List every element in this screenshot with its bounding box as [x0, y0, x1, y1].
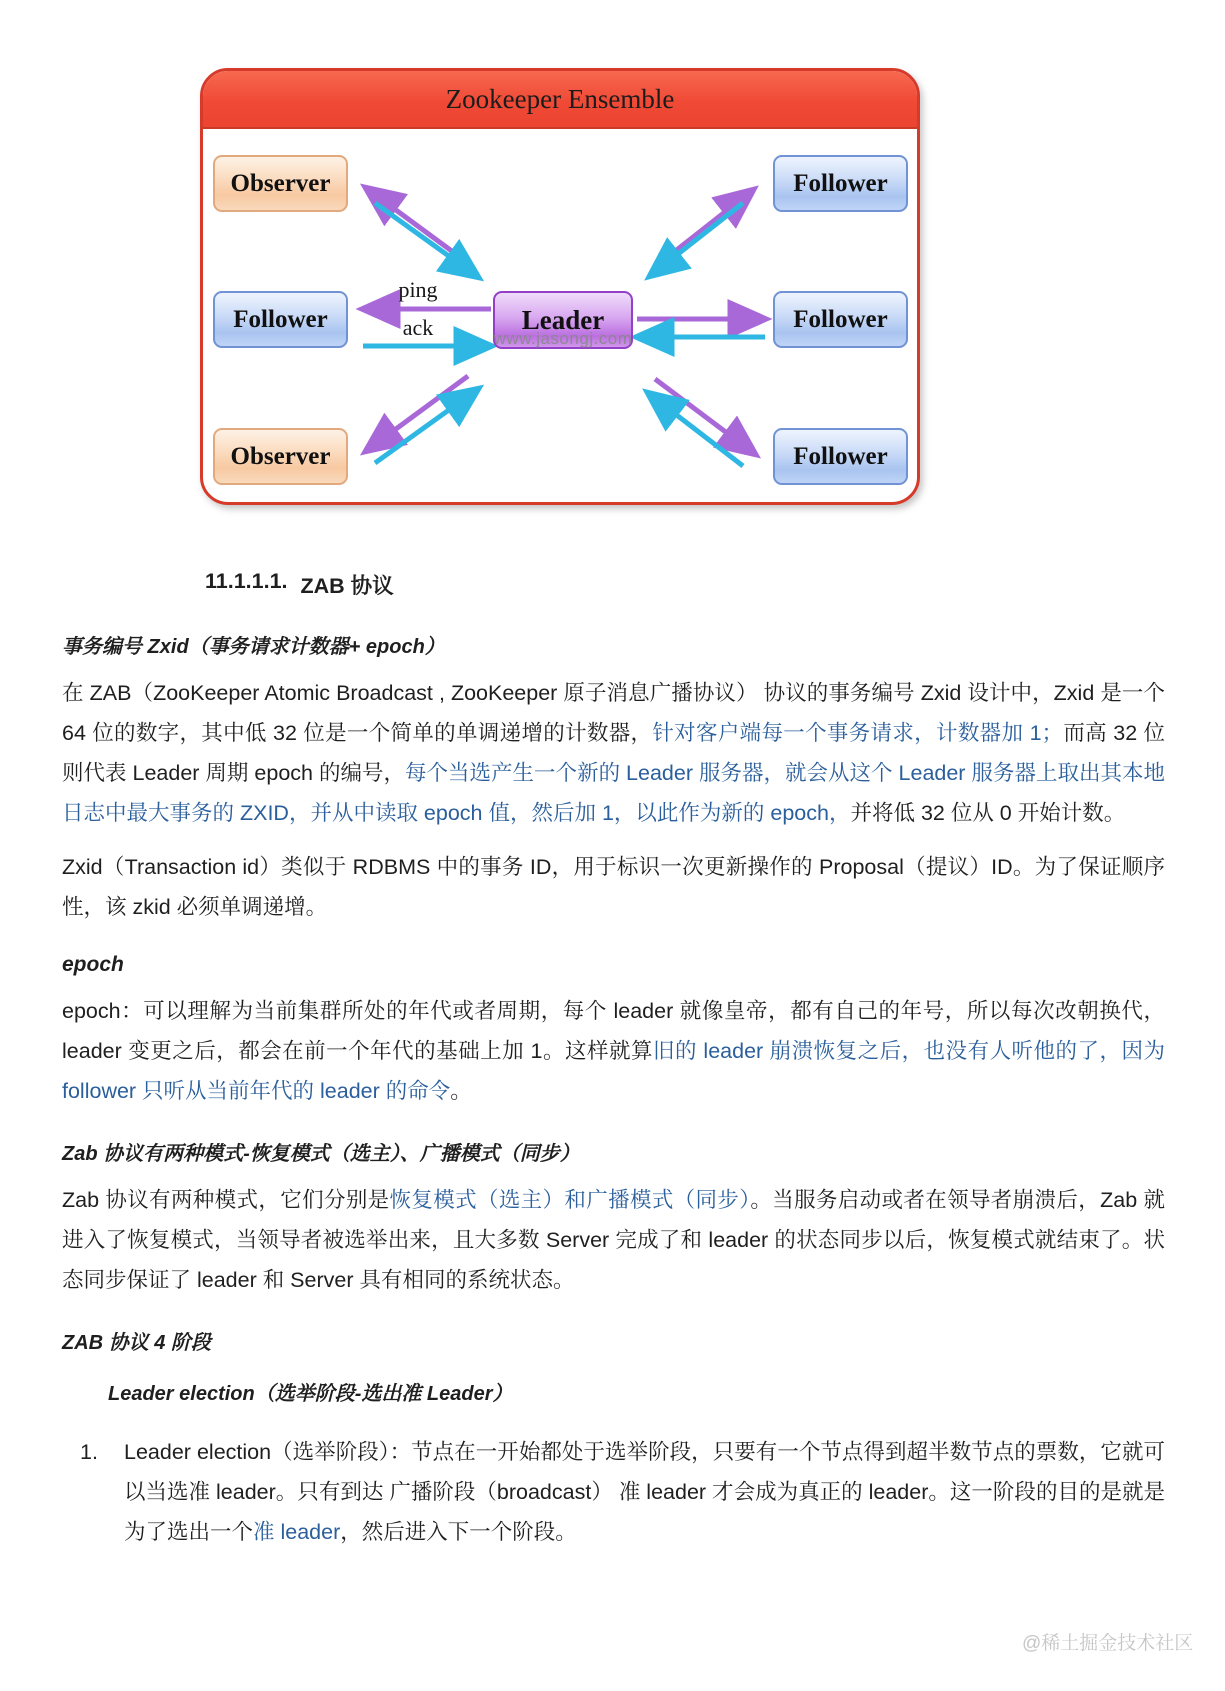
subheading-leader-election: Leader election（选举阶段-选出准 Leader） [108, 1383, 513, 1405]
node-follower-mid-left: Follower [213, 291, 348, 348]
paragraph-zab-modes [62, 1180, 1165, 1300]
paragraph-epoch [62, 991, 1165, 1111]
section-heading-text: ZAB 协议 [300, 574, 394, 598]
highlighted-text-run: 针对客户端每一个事务请求，计数器加 1； [652, 721, 1064, 745]
arrow-observer-tl-to-leader [375, 203, 478, 277]
text-run: ，然后进入下一个阶段。 [340, 1520, 577, 1544]
arrow-leader-to-observer-bl [366, 376, 468, 451]
ack-label: ack [402, 315, 434, 340]
diagram-title-bar [203, 71, 917, 129]
text-run: Zxid（Transaction id）类似于 RDBMS 中的事务 ID，用于标识一次更新操作的 Proposal（提议）ID。为了保证顺序性，该 zkid 必须单调递增。 [62, 855, 1165, 919]
paragraph-zxid-transaction-id [62, 847, 1165, 927]
page-watermark: @稀土掘金技术社区 [1022, 1633, 1194, 1654]
text-run: Leader election（选举阶段）：节点在一开始都处于选举阶段，只要有一个节点得到超半数节点的票数，它就可以当选准 leader。只有到达 广播阶段（broadcast） 准 leader 才会成为真正的 leader。这一阶段的目的是就是为了选出一个 [124, 1440, 1165, 1544]
zookeeper-ensemble-diagram [200, 68, 920, 505]
subheading-epoch: epoch [62, 953, 124, 976]
subheading-zab-phases: ZAB 协议 4 阶段 [62, 1332, 211, 1354]
arrow-leader-to-follower-br [655, 379, 755, 454]
highlighted-text-run: 准 leader [253, 1520, 341, 1544]
list-item-text [124, 1432, 1165, 1552]
node-observer-top-left: Observer [213, 155, 348, 212]
diagram-title: Zookeeper Ensemble [445, 83, 675, 114]
text-run: Zab 协议有两种模式，它们分别是 [62, 1188, 390, 1212]
document-body [62, 569, 1165, 1552]
arrow-follower-br-to-leader [648, 393, 743, 466]
subheading-zab-modes: Zab 协议有两种模式-恢复模式（选主）、广播模式（同步） [62, 1143, 580, 1165]
paragraph-zxid-design [62, 673, 1165, 833]
node-leader: Leader [493, 291, 633, 349]
section-heading [205, 569, 1165, 600]
subheading-zxid: 事务编号 Zxid（事务请求计数器+ epoch） [62, 636, 445, 658]
arrow-observer-bl-to-leader [375, 389, 478, 463]
node-observer-bottom-left: Observer [213, 428, 348, 485]
list-item-number: 1. [80, 1440, 98, 1464]
arrow-leader-to-follower-tr [655, 190, 753, 267]
list-item-leader-election [80, 1432, 1165, 1552]
arrow-leader-to-observer-tl [366, 188, 468, 263]
ping-label: ping [398, 277, 438, 302]
node-follower-bottom-right: Follower [773, 428, 908, 485]
text-run: 而高 32 位则代表 Leader 周期 epoch 的编号， [62, 721, 1165, 785]
text-run: 在 ZAB（ZooKeeper Atomic Broadcast , ZooKeeper 原子消息广播协议） 协议的事务编号 Zxid 设计中，Zxid 是一个 64 位的数字，其中低 32 位是一个简单的单调递增的计数器， [62, 681, 1165, 745]
text-run: 。 [450, 1079, 472, 1103]
text-run: 并将低 32 位从 0 开始计数。 [850, 801, 1126, 825]
text-run: 。当服务启动或者在领导者崩溃后，Zab 就进入了恢复模式，当领导者被选举出来，且大多数 Server 完成了和 leader 的状态同步以后，恢复模式就结束了。状态同步保证了 leader 和 Server 具有相同的系统状态。 [62, 1188, 1165, 1292]
highlighted-text-run: 每个当选产生一个新的 Leader 服务器，就会从这个 Leader 服务器上取出其本地日志中最大事务的 ZXID，并从中读取 epoch 值，然后加 1，以此作为新的 epoch， [62, 761, 1166, 825]
text-run: epoch：可以理解为当前集群所处的年代或者周期，每个 leader 就像皇帝，都有自己的年号，所以每次改朝换代，leader 变更之后，都会在前一个年代的基础上加 1。这样就算 [62, 999, 1165, 1063]
node-follower-mid-right: Follower [773, 291, 908, 348]
node-follower-top-right: Follower [773, 155, 908, 212]
document-page [0, 68, 1225, 1691]
highlighted-text-run: 恢复模式（选主）和广播模式（同步） [389, 1188, 751, 1212]
section-heading-number: 11.1.1.1. [205, 569, 288, 593]
diagram-watermark: www.jasongj.com [493, 329, 633, 348]
arrow-follower-tr-to-leader [650, 203, 743, 276]
highlighted-text-run: 旧的 leader 崩溃恢复之后，也没有人听他的了，因为 follower 只听从当前年代的 leader 的命令 [62, 1039, 1166, 1103]
